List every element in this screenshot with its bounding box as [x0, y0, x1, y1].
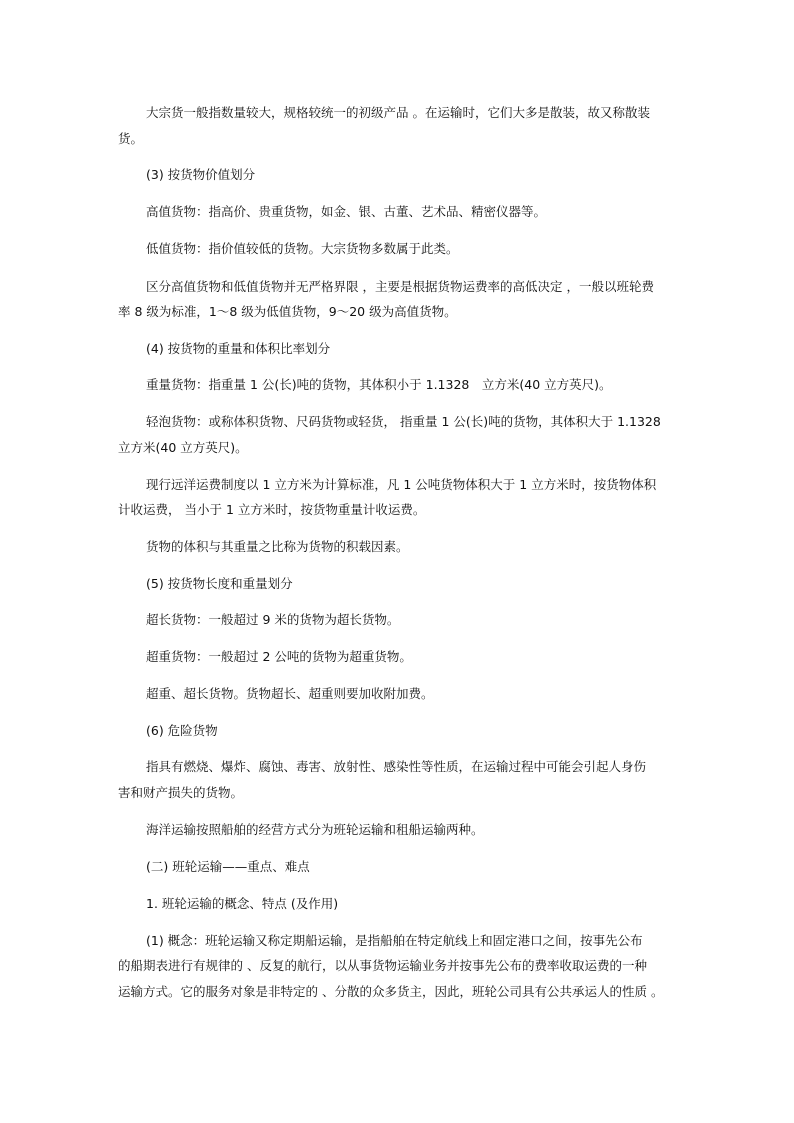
paragraph-weight-cargo: 重量货物：指重量 1 公(长)吨的货物，其体积小于 1.1328 立方米(40 立方英尺)。: [146, 377, 612, 392]
heading-length-weight-classification: (5) 按货物长度和重量划分: [146, 576, 293, 591]
heading-liner-shipping: (二) 班轮运输——重点、难点: [146, 859, 310, 874]
paragraph-surcharge: 超重、超长货物。货物超长、超重则要加收附加费。: [146, 686, 434, 701]
paragraph-dangerous-goods-line-2: 害和财产损失的货物。: [118, 785, 244, 800]
heading-liner-concept: 1. 班轮运输的概念、特点 (及作用): [146, 896, 339, 911]
heading-value-classification: (3) 按货物价值划分: [146, 167, 256, 182]
paragraph-bulk-cargo-line-1: 大宗货一般指数量较大，规格较统一的初级产品 。在运输时，它们大多是散装，故又称散装: [146, 105, 650, 120]
paragraph-high-value-cargo: 高值货物：指高价、贵重货物，如金、银、古董、艺术品、精密仪器等。: [146, 204, 547, 219]
paragraph-bulk-cargo-line-2: 货。: [118, 131, 144, 146]
paragraph-ocean-transport-modes: 海洋运输按照船舶的经营方式分为班轮运输和租船运输两种。: [146, 822, 484, 837]
paragraph-dangerous-goods-line-1: 指具有燃烧、爆炸、腐蚀、毒害、放射性、感染性等性质，在运输过程中可能会引起人身伤: [146, 759, 647, 774]
paragraph-stowage-factor: 货物的体积与其重量之比称为货物的积载因素。: [146, 539, 409, 554]
paragraph-measurement-cargo-line-2: 立方米(40 立方英尺)。: [118, 440, 248, 455]
paragraph-freight-standard-line-2: 计收运费， 当小于 1 立方米时，按货物重量计收运费。: [118, 502, 426, 517]
heading-weight-volume-classification: (4) 按货物的重量和体积比率划分: [146, 341, 331, 356]
paragraph-value-distinction-line-2: 率 8 级为标准，1～8 级为低值货物，9～20 级为高值货物。: [118, 304, 457, 319]
paragraph-low-value-cargo: 低值货物：指价值较低的货物。大宗货物多数属于此类。: [146, 241, 459, 256]
paragraph-overweight-cargo: 超重货物：一般超过 2 公吨的货物为超重货物。: [146, 649, 412, 664]
paragraph-liner-definition-line-2: 的船期表进行有规律的 、反复的航行，以从事货物运输业务并按事先公布的费率收取运费的一种: [118, 958, 647, 973]
paragraph-liner-definition-line-3: 运输方式。它的服务对象是非特定的 、分散的众多货主，因此，班轮公司具有公共承运人的性质 。: [118, 984, 664, 999]
paragraph-overlength-cargo: 超长货物：一般超过 9 米的货物为超长货物。: [146, 612, 400, 627]
paragraph-liner-definition-line-1: (1) 概念：班轮运输又称定期船运输，是指船舶在特定航线上和固定港口之间，按事先公布: [146, 933, 643, 948]
paragraph-value-distinction-line-1: 区分高值货物和低值货物并无严格界限 ，主要是根据货物运费率的高低决定 ，一般以班轮费: [146, 279, 654, 294]
heading-dangerous-goods: (6) 危险货物: [146, 723, 218, 738]
paragraph-freight-standard-line-1: 现行远洋运费制度以 1 立方米为计算标准，凡 1 公吨货物体积大于 1 立方米时，按货物体积: [146, 477, 657, 492]
paragraph-measurement-cargo-line-1: 轻泡货物：或称体积货物、尺码货物或轻货， 指重量 1 公(长)吨的货物，其体积大于 1.1328: [146, 414, 661, 429]
